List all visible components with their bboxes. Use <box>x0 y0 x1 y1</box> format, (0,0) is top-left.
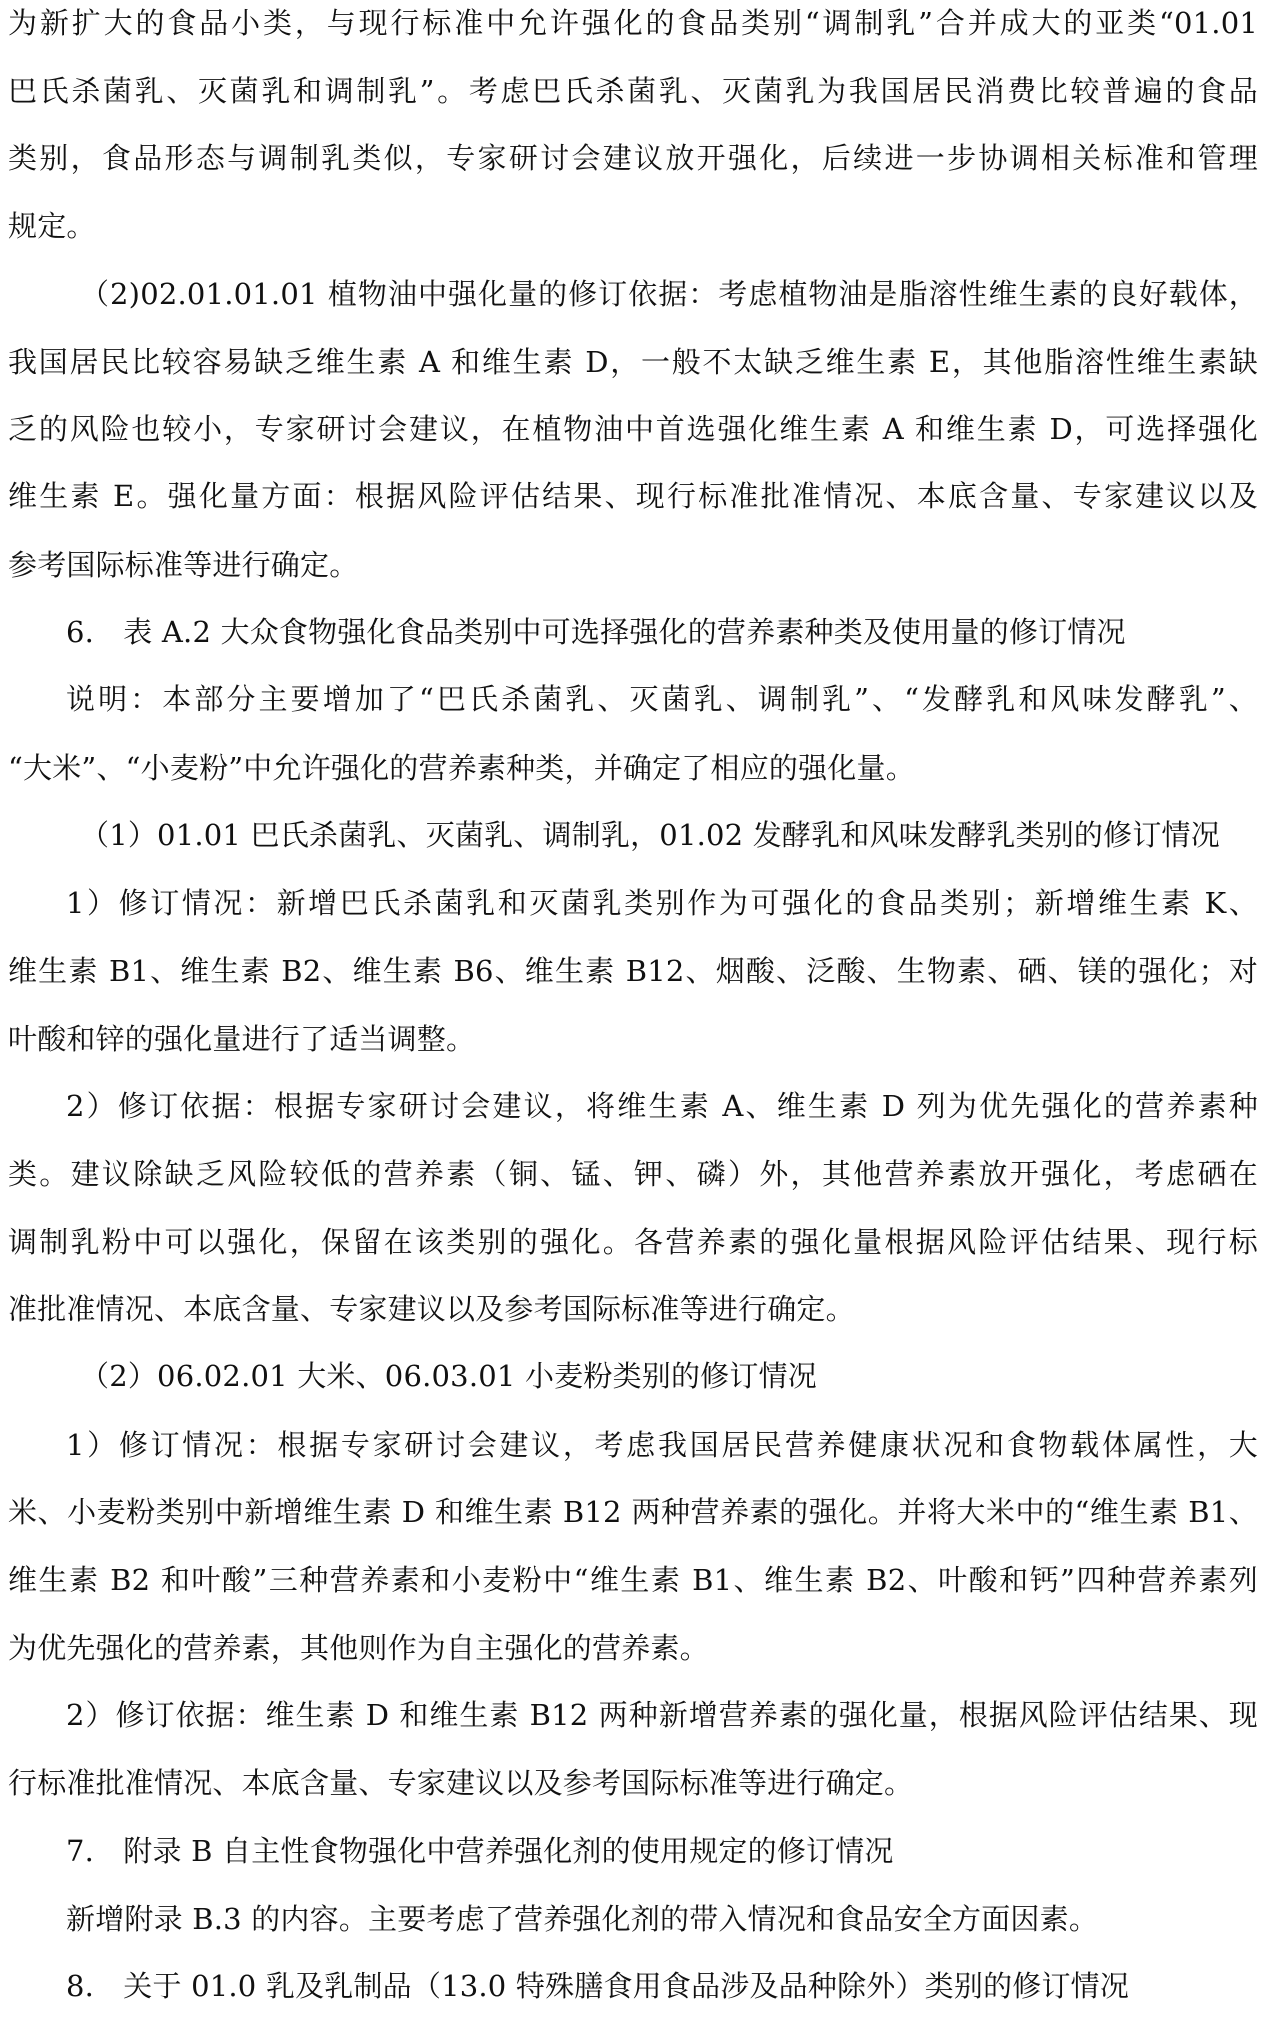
paragraph-start: 2）修订依据：维生素 D 和维生素 B12 两种新增营养素的强化量，根据风险评估结果、现 <box>66 1698 1258 1732</box>
text-line: 规定。 <box>8 209 96 243</box>
text-line: 维生素 E。强化量方面：根据风险评估结果、现行标准批准情况、本底含量、专家建议以及 <box>8 479 1258 513</box>
text-line: 我国居民比较容易缺乏维生素 A 和维生素 D，一般不太缺乏维生素 E，其他脂溶性维生素缺 <box>8 345 1258 379</box>
paragraph-start: 2）修订依据：根据专家研讨会建议，将维生素 A、维生素 D 列为优先强化的营养素种 <box>66 1089 1258 1123</box>
text-fragment: 维生素 B1、维生素 B2、维生素 B6、维生素 B12、烟酸、泛酸、生物素、硒、镁的强化；对 <box>8 954 1258 988</box>
text-line: 乏的风险也较小，专家研讨会建议，在植物油中首选强化维生素 A 和维生素 D，可选择强化 <box>8 412 1258 446</box>
text-line: 为新扩大的食品小类，与现行标准中允许强化的食品类别“调制乳”合并成大的亚类“01.01 <box>8 6 1258 40</box>
subsection-heading: （1）01.01 巴氏杀菌乳、灭菌乳、调制乳，01.02 发酵乳和风味发酵乳类别的修订情况 <box>80 818 1220 852</box>
subsection-heading: （2）06.02.01 大米、06.03.01 小麦粉类别的修订情况 <box>80 1359 817 1393</box>
paragraph-start: 1）修订情况：新增巴氏杀菌乳和灭菌乳类别作为可强化的食品类别；新增维生素 K、 <box>66 886 1258 920</box>
text-line: 调制乳粉中可以强化，保留在该类别的强化。各营养素的强化量根据风险评估结果、现行标 <box>8 1225 1258 1259</box>
section-heading: 7. 附录 B 自主性食物强化中营养强化剂的使用规定的修订情况 <box>66 1834 894 1868</box>
text-line: 类别，食品形态与调制乳类似，专家研讨会建议放开强化，后续进一步协调相关标准和管理 <box>8 141 1258 175</box>
paragraph-start: 说明：本部分主要增加了“巴氏杀菌乳、灭菌乳、调制乳”、“发酵乳和风味发酵乳”、 <box>66 682 1258 716</box>
text-line: “大米”、“小麦粉”中允许强化的营养素种类，并确定了相应的强化量。 <box>8 751 915 785</box>
paragraph-start: 1）修订情况：根据专家研讨会建议，考虑我国居民营养健康状况和食物载体属性，大 <box>66 1428 1258 1462</box>
paragraph-start: （2)02.01.01.01 植物油中强化量的修订依据：考虑植物油是脂溶性维生素的良好载体， <box>80 277 1258 311</box>
text-line: 为优先强化的营养素，其他则作为自主强化的营养素。 <box>8 1631 709 1665</box>
text-line-subscripts <box>8 951 1258 991</box>
text-line: 米、小麦粉类别中新增维生素 D 和维生素 B12 两种营养素的强化。并将大米中的“维生素 B1、 <box>8 1495 1258 1529</box>
text-line: 类。建议除缺乏风险较低的营养素（铜、锰、钾、磷）外，其他营养素放开强化，考虑硒在 <box>8 1157 1258 1191</box>
text-line: 行标准批准情况、本底含量、专家建议以及参考国际标准等进行确定。 <box>8 1766 914 1800</box>
paragraph-start: 新增附录 B.3 的内容。主要考虑了营养强化剂的带入情况和食品安全方面因素。 <box>66 1902 1099 1936</box>
text-line: 准批准情况、本底含量、专家建议以及参考国际标准等进行确定。 <box>8 1292 855 1326</box>
text-line: 叶酸和锌的强化量进行了适当调整。 <box>8 1022 476 1056</box>
section-heading: 8. 关于 01.0 乳及乳制品（13.0 特殊膳食用食品涉及品种除外）类别的修订情况 <box>66 1969 1130 2003</box>
text-line: 参考国际标准等进行确定。 <box>8 548 359 582</box>
section-heading: 6. 表 A.2 大众食物强化食品类别中可选择强化的营养素种类及使用量的修订情况 <box>66 615 1126 649</box>
text-line: 维生素 B2 和叶酸”三种营养素和小麦粉中“维生素 B1、维生素 B2、叶酸和钙”四种营养素列 <box>8 1563 1258 1597</box>
text-line: 巴氏杀菌乳、灭菌乳和调制乳”。考虑巴氏杀菌乳、灭菌乳为我国居民消费比较普遍的食品 <box>8 74 1258 108</box>
